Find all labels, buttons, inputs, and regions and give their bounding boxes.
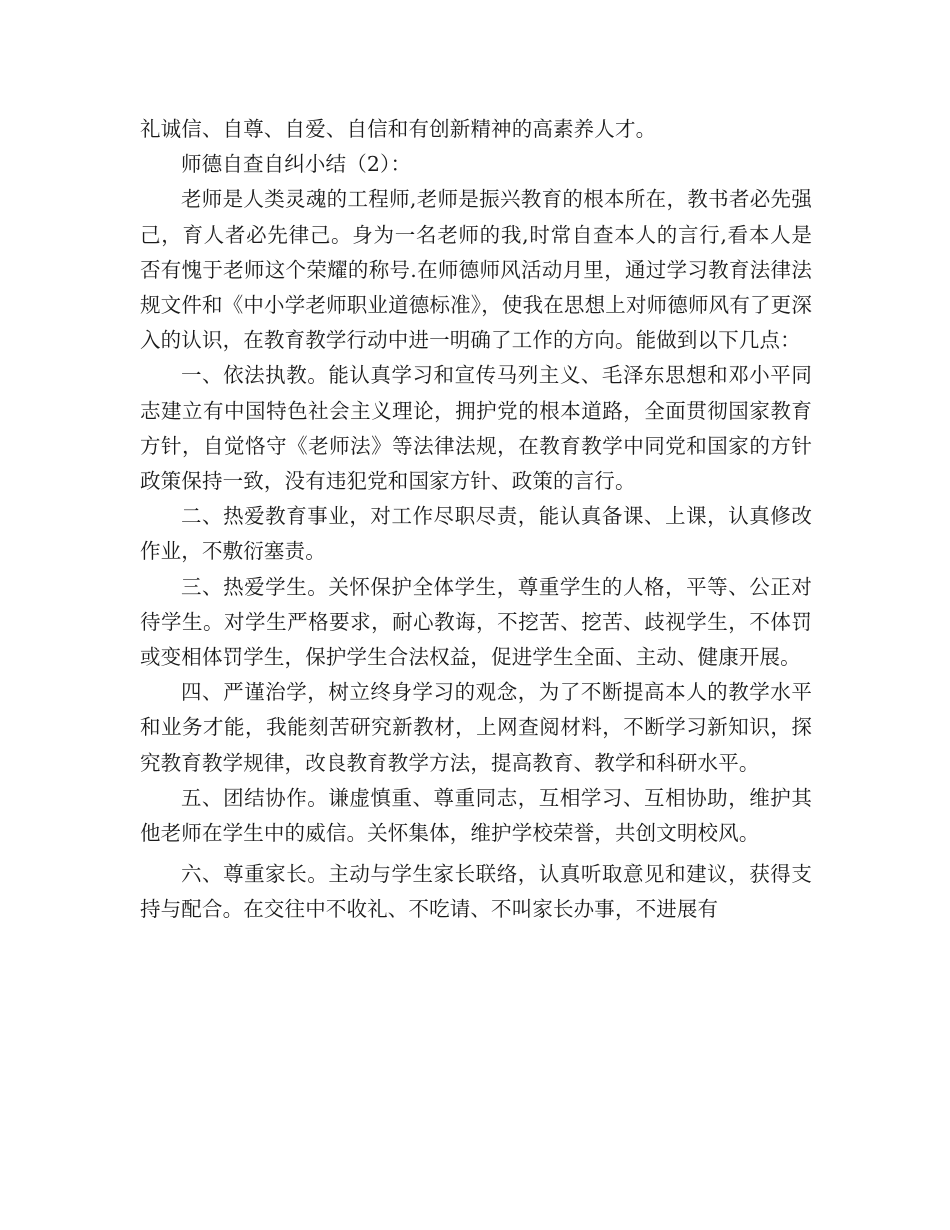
paragraph-point-1: 一、依法执教。能认真学习和宣传马列主义、毛泽东思想和邓小平同志建立有中国特色社会主义理论，拥护党的根本道路，全面贯彻国家教育方针，自觉恪守《老师法》等法律法规，在教育教学中同党和国家的方针政策保持一致，没有违犯党和国家方针、政策的言行。: [140, 363, 812, 494]
paragraph-point-5: 五、团结协作。谦虚慎重、尊重同志，互相学习、互相协助，维护其他老师在学生中的威信。关怀集体，维护学校荣誉，共创文明校风。: [140, 785, 812, 846]
section-heading: 师德自查自纠小结（2）：: [181, 152, 412, 177]
paragraph-point-2: 二、热爱教育事业，对工作尽职尽责，能认真备课、上课，认真修改作业，不敷衍塞责。: [140, 504, 812, 564]
paragraph-point-6: 六、尊重家长。主动与学生家长联络，认真听取意见和建议，获得支持与配合。在交往中不收礼、不吃请、不叫家长办事，不进展有: [140, 862, 812, 922]
paragraph-continuation: 礼诚信、自尊、自爱、自信和有创新精神的高素养人才。: [140, 117, 657, 141]
paragraph-intro: 老师是人类灵魂的工程师,老师是振兴教育的根本所在，教书者必先强己，育人者必先律己。身为一名老师的我,时常自查本人的言行,看本人是否有愧于老师这个荣耀的称号.在师德师风活动月里，通过学习教育法律法规文件和《中小学老师职业道德标准》，使我在思想上对师德师风有了更深入的认识，在教育教学行动中进一明确了工作的方向。能做到以下几点：: [140, 187, 812, 353]
paragraph-point-4: 四、严谨治学，树立终身学习的观念，为了不断提高本人的教学水平和业务才能，我能刻苦研究新教材，上网查阅材料，不断学习新知识，探究教育教学规律，改良教育教学方法，提高教育、教学和科研水平。: [140, 680, 812, 775]
document-body: [140, 112, 812, 928]
paragraph-point-3: 三、热爱学生。关怀保护全体学生，尊重学生的人格，平等、公正对待学生。对学生严格要求，耐心教诲，不挖苦、挖苦、歧视学生，不体罚或变相体罚学生，保护学生合法权益，促进学生全面、主动、健康开展。: [140, 574, 812, 670]
